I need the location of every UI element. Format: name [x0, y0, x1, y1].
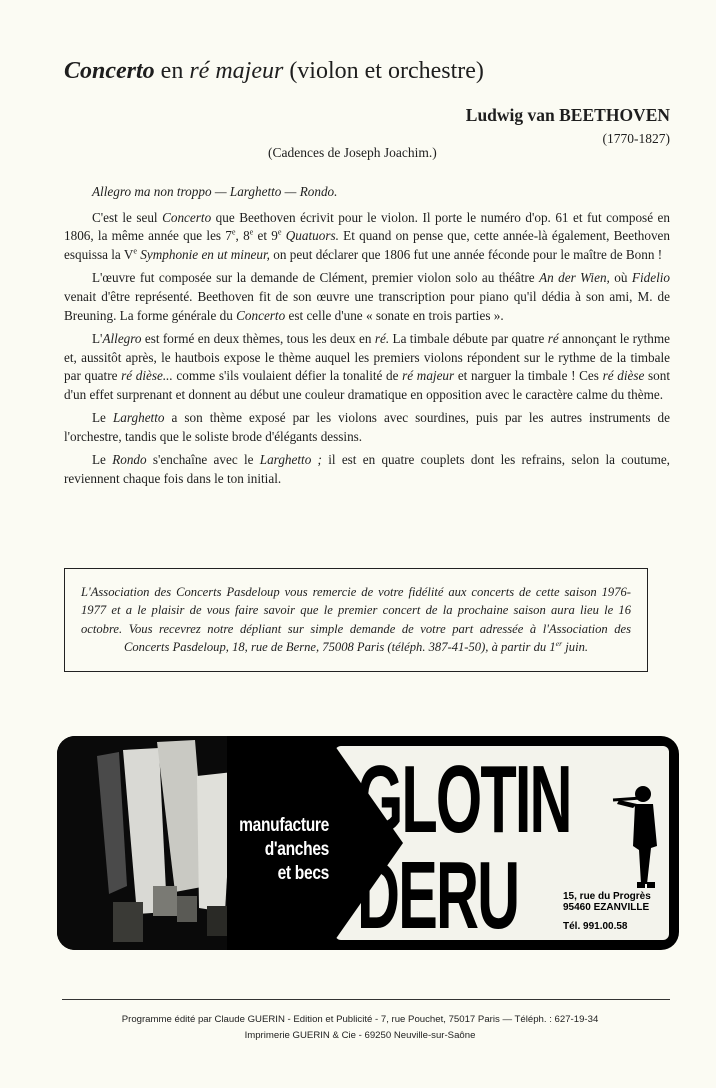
title-key: ré majeur — [189, 58, 284, 84]
paragraph-2: L'œuvre fut composée sur la demande de Clément, premier violon solo au théâtre An der Wien, où Fidelio venait d'être représenté. Beethoven fit de son œuvre une transcription pour piano qu'il dédia à son ami, M. de Breuning. La forme générale du Concerto est celle d'une « sonate en trois parties ». — [64, 270, 670, 323]
cadences-note: (Cadences de Joseph Joachim.) — [268, 145, 437, 160]
composer-name: Ludwig van BEETHOVEN — [465, 105, 670, 125]
notice-end: juin. — [562, 640, 589, 655]
footer-divider — [62, 999, 670, 1000]
clarinet-player-icon — [607, 784, 667, 894]
title-rest: (violon et orchestre) — [283, 58, 484, 84]
tagline-line-1: manufacture — [239, 815, 329, 836]
tagline — [217, 814, 329, 886]
paragraph-4: Le Larghetto a son thème exposé par les violons avec sourdines, puis par les autres instruments de l'orchestre, tandis que le soliste brode d'élégants dessins. — [64, 410, 670, 444]
paragraph-1: C'est le seul Concerto que Beethoven écrivit pour le violon. Il porte le numéro d'op. 61 et fut composé en 1806, la même année que les 7e, 8e et 9e Quatuors. Et quand on pense que, cette année-là également, Beethoven esquissa la Ve Symphonie en ut mineur, on peut déclarer que 1806 fut une année féconde pour le maître de Bonn ! — [64, 209, 671, 263]
ad-telephone: Tél. 991.00.58 — [563, 921, 628, 932]
tagline-line-2: d'anches — [264, 839, 329, 860]
title-en: en — [154, 58, 190, 84]
paragraph-3: L'Allegro est formé en deux thèmes, tous les deux en ré. La timbale débute par quatre ré annonçant le rythme et, aussitôt après, le hautbois expose le thème auquel les premiers violons répondent sur le rythme de la timbale par quatre ré dièse... comme s'ils voulaient défier la tonalité de ré majeur et narguer la timbale ! Ces ré dièse sont d'un effet surprenant et donnent au début une couleur dramatique en opposition avec le caractère calme du thème. — [64, 330, 670, 403]
notice-sup: er — [555, 639, 563, 649]
paragraph-5: Le Rondo s'enchaîne avec le Larghetto ; il est en quatre couplets dont les refrains, selon la coutume, reviennent chaque fois dans le ton initial. — [64, 452, 670, 486]
footer-line-2: Imprimerie GUERIN & Cie - 69250 Neuville-sur-Saône — [244, 1030, 476, 1041]
brand-glotin: GLOTIN — [357, 746, 571, 853]
ad-address-line-1: 15, rue du Progrès — [563, 891, 651, 902]
ad-address-line-2: 95460 EZANVILLE — [563, 901, 650, 913]
title-concerto: Concerto — [64, 58, 155, 84]
advertisement — [57, 736, 679, 950]
footer-line-1: Programme édité par Claude GUERIN - Edition et Publicité - 7, rue Pouchet, 75017 Paris — Téléph. : 627-19-34 — [121, 1014, 599, 1025]
association-notice — [64, 568, 648, 672]
composer-dates: (1770-1827) — [602, 131, 670, 146]
brand-deru: DERU — [357, 842, 519, 949]
ad-address — [563, 892, 651, 913]
tagline-line-3: et becs — [277, 863, 329, 884]
program-notes — [64, 183, 670, 493]
notice-text: L'Association des Concerts Pasdeloup vous remercie de votre fidélité aux concerts de cette saison 1976-1977 et a le plaisir de vous faire savoir que le premier concert de la prochaine saison aura lieu le 16 octobre. Vous recevrez notre dépliant sur simple demande de votre part adressée à l'Association des Concerts Pasdeloup, 18, rue de Berne, 75008 Paris (téléph. 387-41-50), à partir du 1 — [81, 585, 631, 655]
movements-line — [64, 183, 670, 202]
footer — [40, 1012, 680, 1044]
page-title — [64, 58, 484, 85]
movements-text: Allegro ma non troppo — Larghetto — Rondo. — [92, 184, 338, 199]
